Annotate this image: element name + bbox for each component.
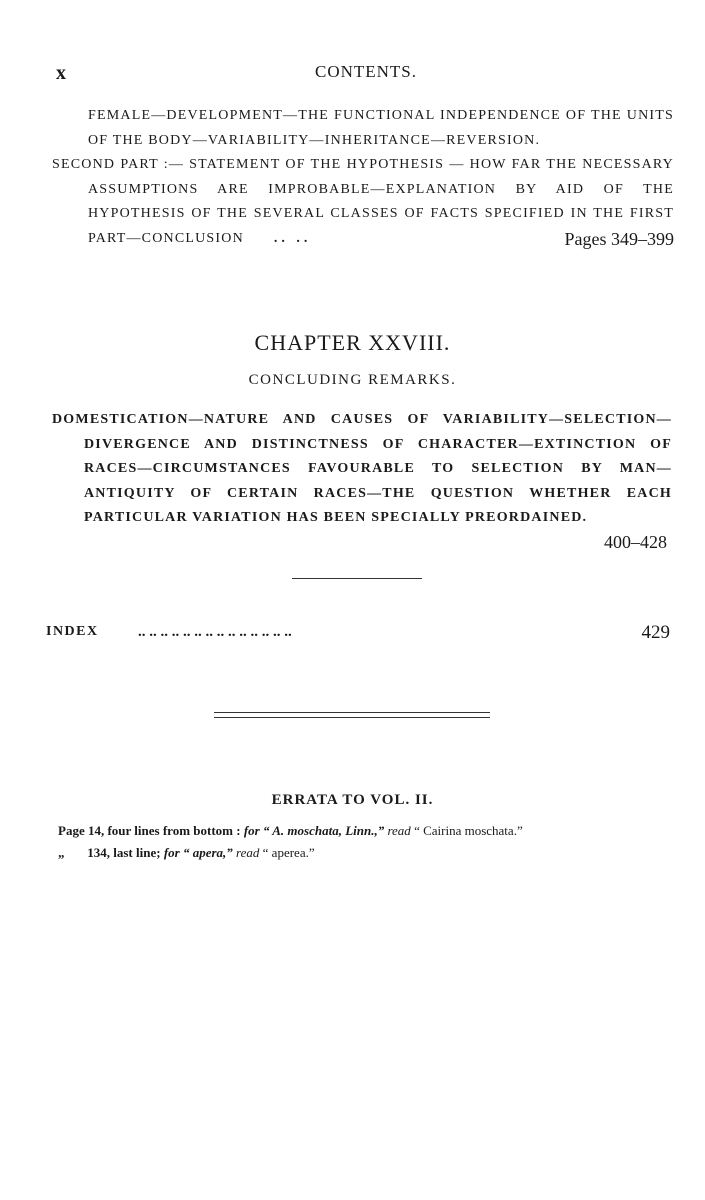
page-numeral: x: [56, 62, 66, 84]
errata-line-2: [58, 842, 678, 864]
errata-1-read: read: [387, 823, 411, 838]
index-label: INDEX: [46, 624, 99, 639]
errata-2-ref: 134, last line;: [87, 845, 161, 860]
index-entry: [46, 622, 670, 650]
contents-continued: [52, 104, 674, 251]
errata-line-1: [58, 820, 678, 842]
errata-title: ERRATA TO VOL. II.: [271, 792, 434, 808]
index-dot-leaders: .. .. .. .. .. .. .. .. .. .. .. .. .. ..: [138, 624, 292, 640]
errata-2-correct: “ aperea.”: [262, 845, 315, 860]
chapter-summary-text: DOMESTICATION—NATURE AND CAUSES OF VARIABILITY—SELECTION—DIVERGENCE AND DISTINCTNESS OF CHARACTER—EXTINCTION OF RACES—CIRCUMSTANCES FAVOURABLE TO SELECTION BY MAN—ANTIQUITY OF CERTAIN RACES—THE QUESTION WHETHER EACH PARTICULAR VARIATION HAS BEEN SPECIALLY PREORDAINED.: [52, 412, 672, 525]
chapter-heading: CHAPTER XXVIII.: [254, 330, 451, 355]
errata-list: [58, 820, 678, 864]
contents-paragraph-2-text: SECOND PART :— STATEMENT OF THE HYPOTHESIS — HOW FAR THE NECESSARY ASSUMPTIONS ARE IMPROBABLE—EXPLANATION BY AID OF THE HYPOTHESIS OF THE SEVERAL CLASSES OF FACTS SPECIFIED IN THE FIRST PART—CONCLUSION: [52, 157, 674, 246]
errata-2-wrong: “ apera,”: [182, 845, 233, 860]
errata-2-ditto: „: [58, 845, 65, 860]
errata-2-for: for: [163, 845, 180, 860]
running-head: [56, 62, 676, 86]
page-range: Pages 349–399: [564, 228, 674, 249]
contents-paragraph-2: [52, 153, 674, 251]
double-rule-divider: [214, 712, 490, 718]
contents-paragraph-1: FEMALE—DEVELOPMENT—THE FUNCTIONAL INDEPENDENCE OF THE UNITS OF THE BODY—VARIABILITY—INHERITANCE—REVERSION.: [88, 108, 674, 148]
errata-1-for: for: [243, 823, 260, 838]
errata-2-read: read: [236, 845, 260, 860]
errata-1-correct: “ Cairina moschata.”: [414, 823, 523, 838]
section-divider: [292, 578, 422, 579]
chapter-subtitle: CONCLUDING REMARKS.: [248, 372, 457, 388]
running-title: CONTENTS.: [314, 62, 418, 81]
dot-leaders: .. ..: [273, 230, 312, 246]
errata-1-wrong: “ A. moschata, Linn.,”: [262, 823, 385, 838]
chapter-summary: [52, 408, 672, 531]
index-page-number: 429: [641, 622, 670, 643]
chapter-page-range: 400–428: [604, 532, 667, 552]
errata-1-ref: Page 14, four lines from bottom :: [58, 823, 241, 838]
